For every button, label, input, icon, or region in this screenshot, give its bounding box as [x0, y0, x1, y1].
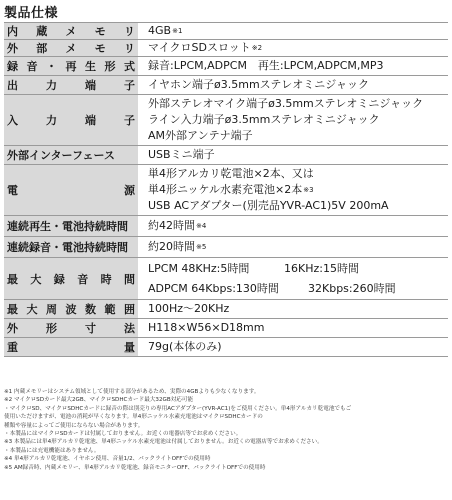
footnote-ref: ※5 — [196, 243, 207, 251]
spec-row — [4, 258, 448, 300]
spec-value-text: 16KHz:15時間 — [284, 261, 359, 275]
spec-row — [4, 57, 448, 76]
spec-row — [4, 338, 448, 357]
spec-value-line — [148, 40, 448, 56]
spec-value-text: ADPCM 64Kbps:130時間 — [148, 281, 279, 295]
spec-value-line — [148, 182, 448, 198]
spec-value-line — [148, 320, 448, 336]
footnote-line: 種類や容量によってご使用にならない場合があります。 — [4, 422, 144, 429]
spec-label: 外形寸法 — [4, 319, 138, 338]
footnote-line: ※4 単4形アルカリ乾電池、イヤホン使用、音量1/2、バックライトOFFでの使用時 — [4, 456, 211, 463]
footnote-ref: ※2 — [251, 44, 263, 52]
spec-value — [138, 23, 448, 40]
spec-value-text: 単4形ニッケル水素充電池×2本 — [148, 183, 303, 196]
spec-value-text: AM外部アンテナ端子 — [148, 129, 253, 142]
spec-value-text: 録音:LPCM,ADPCM 再生:LPCM,ADPCM,MP3 — [148, 59, 384, 72]
spec-value-line — [148, 96, 448, 112]
spec-label: 外部メモリ — [4, 40, 138, 57]
spec-value — [138, 40, 448, 57]
spec-value-text: USB ACアダプター(別売品YVR-AC1)5V 200mA — [148, 199, 389, 212]
spec-value-line — [148, 259, 448, 279]
spec-value-line — [148, 58, 448, 74]
spec-label: 電源 — [4, 165, 138, 216]
spec-value — [138, 146, 448, 165]
spec-label: 最大周波数範囲 — [4, 300, 138, 319]
spec-value-line — [148, 112, 448, 128]
spec-value — [138, 95, 448, 146]
footnote-line: ※3 本製品には単4形アルカリ乾電池、単4形ニッケル水素充電池は付属しておりません。お近くの電器店等でお求めください。 — [4, 439, 323, 446]
spec-label: 入力端子 — [4, 95, 138, 146]
spec-row — [4, 23, 448, 40]
spec-value — [138, 237, 448, 258]
spec-value — [138, 57, 448, 76]
spec-value-line — [148, 128, 448, 144]
spec-value — [138, 216, 448, 237]
footnote-ref: ※3 — [303, 186, 314, 194]
footnote-line: ・マイクロSD、マイクロSDHCカードに録音の際は別売りの専用ACアダプター(YVR-AC1)をご使用ください。単4形アルカリ乾電池でもご — [4, 405, 352, 412]
spec-label: 連続再生・電池持続時間 — [4, 216, 138, 237]
spec-value-line — [148, 166, 448, 182]
footnote-line: ・本製品にはマイクロSDカードは付属しておりません。お近くの電器店等でお求めください。 — [4, 431, 242, 438]
spec-row — [4, 146, 448, 165]
spec-value-text: 32Kbps:260時間 — [308, 281, 396, 295]
spec-value-text: 100Hz〜20KHz — [148, 302, 230, 315]
spec-value-text: 79g(本体のみ) — [148, 340, 222, 353]
spec-row — [4, 40, 448, 57]
spec-value-line — [148, 147, 448, 163]
spec-label: 外部インターフェース — [4, 146, 138, 165]
spec-value-text: 4GB — [148, 24, 172, 37]
spec-value-text: 外部ステレオマイク端子ø3.5mmステレオミニジャック — [148, 97, 424, 110]
spec-value — [138, 258, 448, 300]
spec-label: 内蔵メモリ — [4, 23, 138, 40]
spec-label: 連続録音・電池持続時間 — [4, 237, 138, 258]
spec-row — [4, 95, 448, 146]
footnote-ref: ※1 — [172, 27, 183, 35]
spec-value-text: イヤホン端子ø3.5mmステレオミニジャック — [148, 78, 369, 91]
footnote-ref: ※4 — [196, 222, 207, 230]
spec-value-line — [148, 239, 448, 255]
spec-label: 出力端子 — [4, 76, 138, 95]
spec-value-line — [148, 279, 448, 299]
spec-value-text: 約42時間 — [148, 219, 195, 232]
footnote-line: ・本製品には充電機能はありません。 — [4, 447, 100, 454]
spec-row — [4, 216, 448, 237]
spec-table — [4, 22, 448, 357]
spec-label: 最大録音時間 — [4, 258, 138, 300]
footnote-line: ※2 マイクロSDカード最大2GB、マイクロSDHCカード最大32GB対応可能 — [4, 397, 194, 404]
spec-row — [4, 319, 448, 338]
spec-value — [138, 319, 448, 338]
spec-value-text: マイクロSDスロット — [148, 41, 251, 54]
spec-value-text: USBミニ端子 — [148, 148, 215, 161]
spec-value-line — [148, 198, 448, 214]
spec-value-text: 約20時間 — [148, 240, 195, 253]
spec-row — [4, 165, 448, 216]
page-title: 製品仕様 — [4, 6, 59, 21]
spec-value-text: ライン入力端子ø3.5mmステレオミニジャック — [148, 113, 380, 126]
spec-value — [138, 300, 448, 319]
spec-value — [138, 338, 448, 357]
footnotes — [4, 388, 448, 472]
spec-row — [4, 76, 448, 95]
spec-row — [4, 300, 448, 319]
spec-value-line — [148, 339, 448, 355]
spec-label: 録音・再生形式 — [4, 57, 138, 76]
spec-value-line — [148, 218, 448, 234]
spec-value-text: H118×W56×D18mm — [148, 321, 265, 334]
footnote-line: 使用いただけますが、電池の消耗が早くなります。単4形ニッケル水素充電池はマイクロSDHCカードの — [4, 414, 263, 421]
spec-value-text: LPCM 48KHz:5時間 — [148, 261, 250, 275]
footnote-line: ※5 AM録音時、内蔵メモリー、単4形アルカリ乾電池、録音モニターOFF、バックライトOFFでの使用時 — [4, 464, 266, 471]
spec-label: 重量 — [4, 338, 138, 357]
spec-value — [138, 165, 448, 216]
footnote-line: ※1 内蔵メモリーはシステム領域として使用する部分があるため、実際の4GBよりも少なくなります。 — [4, 389, 260, 395]
spec-value-line — [148, 301, 448, 317]
spec-value-text: 単4形アルカリ乾電池×2本、又は — [148, 167, 314, 180]
spec-value — [138, 76, 448, 95]
spec-value-line — [148, 77, 448, 93]
spec-value-line — [148, 23, 448, 39]
spec-row — [4, 237, 448, 258]
